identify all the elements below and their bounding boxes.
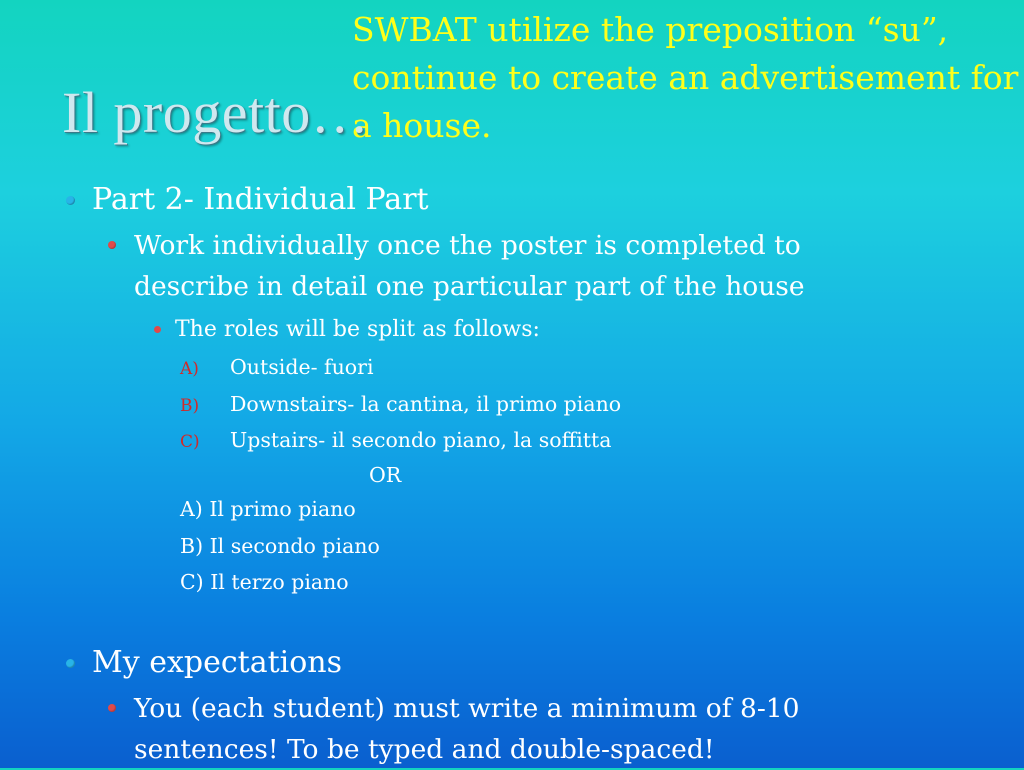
part2-detail — [134, 225, 994, 307]
level2-bullet-icon — [108, 241, 116, 249]
roles-intro: The roles will be split as follows: — [175, 317, 540, 342]
role-item-text: Outside- fuori — [230, 355, 374, 379]
expectations-line-1: You (each student) must write a minimum of 8-10 — [134, 693, 800, 724]
role-item — [180, 390, 621, 420]
role-item-text: Upstairs- il secondo piano, la soffitta — [230, 428, 612, 452]
part2-heading: Part 2- Individual Part — [92, 182, 429, 217]
expectations-heading: My expectations — [92, 645, 343, 680]
objective-text — [352, 6, 1024, 150]
floor-item: B) Il secondo piano — [180, 534, 380, 558]
or-separator: OR — [369, 463, 402, 487]
floor-item: A) Il primo piano — [180, 497, 356, 521]
objective-line-3: a house. — [352, 106, 492, 145]
expectations-detail — [134, 688, 994, 770]
role-item — [180, 353, 374, 383]
level3-bullet-icon — [154, 326, 161, 333]
level1-bullet-icon — [66, 659, 75, 668]
expectations-line-2: sentences! To be typed and double-spaced! — [134, 734, 715, 765]
slide-title: Il progetto… — [62, 80, 370, 145]
level1-bullet-icon — [66, 196, 75, 205]
part2-detail-line-1: Work individually once the poster is completed to — [134, 230, 801, 261]
part2-detail-line-2: describe in detail one particular part of the house — [134, 271, 805, 302]
role-item-letter: A) — [180, 359, 199, 379]
role-item-letter: C) — [180, 432, 200, 452]
role-item-letter: B) — [180, 396, 200, 416]
role-item — [180, 426, 611, 456]
floor-item: C) Il terzo piano — [180, 570, 349, 594]
objective-line-2: continue to create an advertisement for — [352, 58, 1019, 97]
objective-line-1: SWBAT utilize the preposition “su”, — [352, 10, 949, 49]
role-item-text: Downstairs- la cantina, il primo piano — [230, 392, 622, 416]
level2-bullet-icon — [108, 704, 116, 712]
